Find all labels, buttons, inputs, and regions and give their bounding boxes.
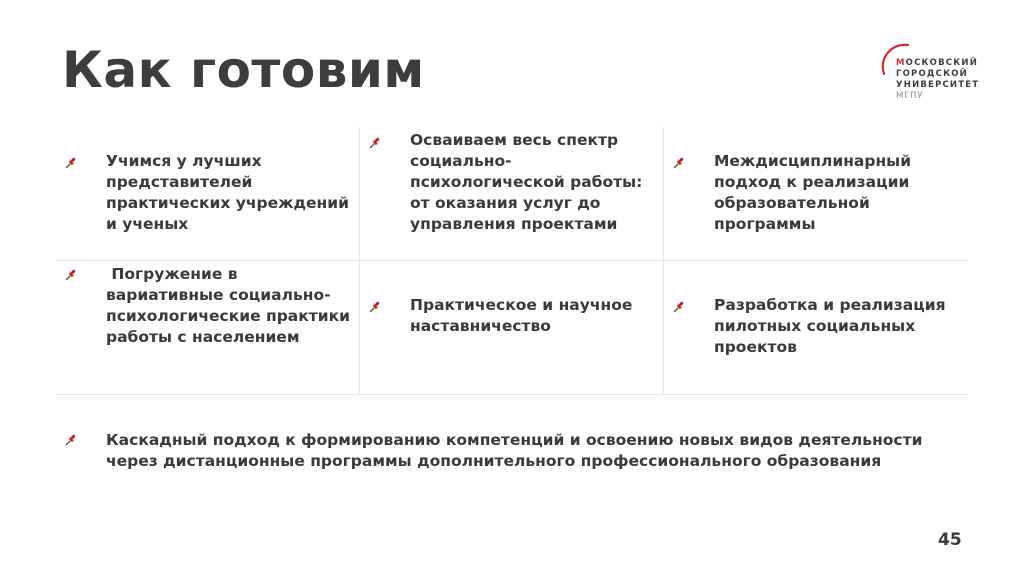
cell-text: Практическое и научное наставничество (410, 296, 633, 335)
pushpin-icon (64, 155, 78, 169)
pushpin-icon (368, 299, 382, 313)
grid-cell (360, 261, 664, 395)
logo-line-1: ОСКОВСКИЙ (905, 58, 979, 68)
cell-text: Осваиваем весь спектр социально-психологической работы: от оказания услуг до управления проектами (410, 131, 643, 233)
grid-cell (360, 127, 664, 261)
bottom-bullet-text: Каскадный подход к формированию компетенций и освоению новых видов деятельности через дистанционные программы дополнительного профессионального образования (106, 431, 923, 470)
grid-cell (56, 127, 360, 261)
logo-letter: М (896, 58, 906, 68)
pushpin-icon (64, 432, 78, 446)
grid-cell (56, 261, 360, 395)
logo-line-4: МГПУ (896, 91, 924, 101)
logo-line-2: ГОРОДСКОЙ (896, 69, 968, 79)
cell-text: Погружение в вариативные социально-психологические практики работы с населением (106, 265, 356, 346)
cell-text: Междисциплинарный подход к реализации образовательной программы (714, 152, 912, 233)
pushpin-icon (672, 299, 686, 313)
bottom-bullet (56, 428, 956, 498)
page-number: 45 (938, 530, 962, 550)
logo-line-3: УНИВЕРСИТЕТ (896, 80, 980, 90)
content-grid (56, 127, 968, 395)
university-logo (878, 40, 988, 110)
pushpin-icon (64, 267, 78, 281)
grid-cell (664, 261, 968, 395)
pushpin-icon (368, 135, 382, 149)
cell-text: Учимся у лучших представителей практических учреждений и ученых (106, 152, 349, 233)
slide-title: Как готовим (62, 41, 425, 99)
cell-text: Разработка и реализация пилотных социальных проектов (714, 296, 946, 356)
grid-cell (664, 127, 968, 261)
pushpin-icon (672, 155, 686, 169)
